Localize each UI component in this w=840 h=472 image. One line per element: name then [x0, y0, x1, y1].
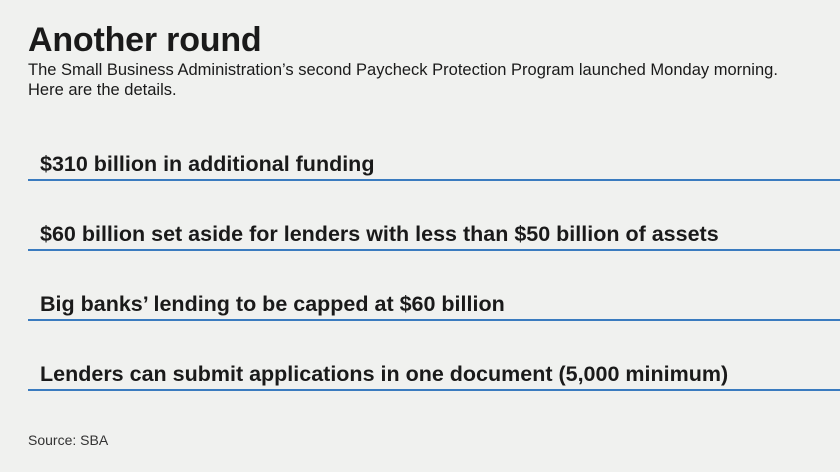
fact-item: [28, 140, 840, 210]
fact-item: [28, 210, 840, 280]
fact-text: $310 billion in additional funding: [40, 152, 375, 176]
page-title: Another round: [28, 21, 262, 59]
fact-text: Big banks’ lending to be capped at $60 billion: [40, 292, 505, 316]
fact-list: [28, 140, 840, 420]
fact-divider: [28, 319, 840, 321]
fact-divider: [28, 179, 840, 181]
fact-divider: [28, 389, 840, 391]
fact-text: $60 billion set aside for lenders with less than $50 billion of assets: [40, 222, 719, 246]
source-note: Source: SBA: [28, 432, 109, 448]
page-subtitle: The Small Business Administration’s second Paycheck Protection Program launched Monday morning. Here are the details.: [28, 61, 778, 99]
fact-item: [28, 350, 840, 420]
fact-divider: [28, 249, 840, 251]
fact-item: [28, 280, 840, 350]
fact-text: Lenders can submit applications in one document (5,000 minimum): [40, 362, 729, 386]
